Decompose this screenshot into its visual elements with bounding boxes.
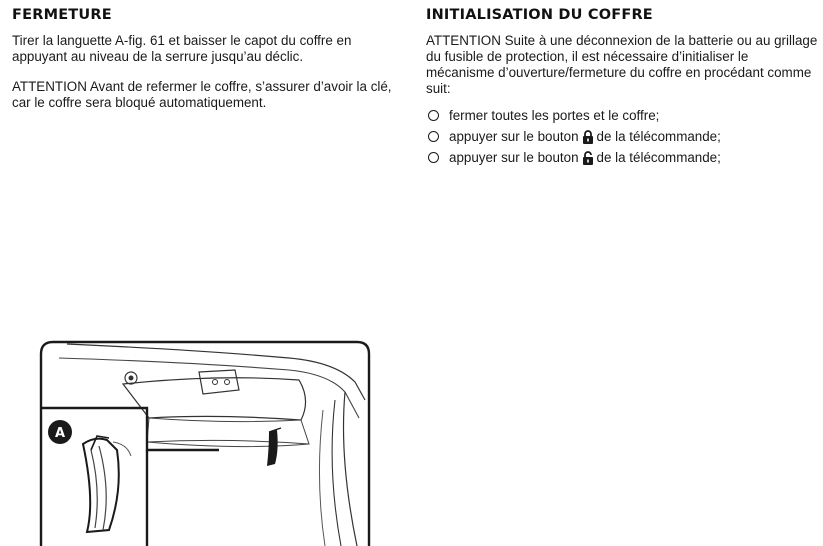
trunk-lid-illustration — [39, 340, 371, 546]
initialisation-steps — [426, 105, 818, 168]
trunk-lid-drawing — [39, 340, 371, 546]
fermeture-instruction: Tirer la languette A-fig. 61 et baisser le capot du coffre en appuyant au niveau de la serrure jusqu’au déclic. — [12, 33, 352, 64]
bullet-circle-icon — [428, 110, 439, 121]
step-text-suffix: de la télécommande; — [596, 129, 721, 144]
lock-closed-icon — [582, 130, 594, 144]
callout-label: A — [54, 426, 66, 441]
list-item — [426, 147, 818, 168]
fermeture-warning: ATTENTION Avant de refermer le coffre, s’assurer d’avoir la clé, car le coffre sera bloqué automatiquement. — [12, 79, 392, 110]
bullet-circle-icon — [428, 152, 439, 163]
bullet-circle-icon — [428, 131, 439, 142]
fermeture-section — [12, 6, 402, 125]
step-text: fermer toutes les portes et le coffre; — [449, 108, 660, 123]
section-heading-initialisation: INITIALISATION DU COFFRE — [426, 7, 653, 23]
step-text: appuyer sur le bouton — [449, 150, 579, 165]
lock-open-icon — [582, 151, 594, 165]
section-heading-fermeture: FERMETURE — [12, 7, 112, 23]
list-item — [426, 105, 818, 126]
initialisation-section — [426, 6, 818, 168]
initialisation-warning: ATTENTION Suite à une déconnexion de la batterie ou au grillage du fusible de protection, il est nécessaire d’initialiser le mécanisme d’ouverture/fermeture du coffre en procédant comme suit: — [426, 33, 818, 96]
step-text-suffix: de la télécommande; — [596, 150, 721, 165]
list-item — [426, 126, 818, 147]
step-text: appuyer sur le bouton — [449, 129, 579, 144]
